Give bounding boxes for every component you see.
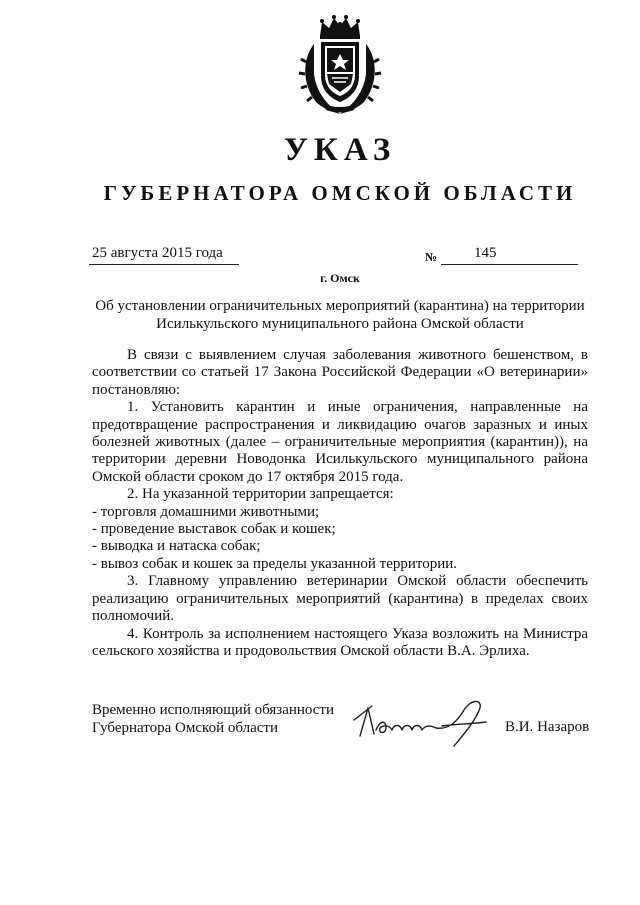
document-title: УКАЗ — [283, 132, 397, 168]
prohibition-list-item: - выводка и натаска собак; — [92, 538, 261, 555]
document-date: 25 августа 2015 года — [92, 245, 223, 261]
prohibition-list-item: - проведение выставок собак и кошек; — [92, 521, 336, 538]
document-date-field — [89, 244, 239, 265]
signatory-name: В.И. Назаров — [505, 719, 590, 735]
handwritten-signature — [346, 690, 496, 750]
document-number-field — [441, 244, 578, 265]
body-paragraph-2: 2. На указанной территории запрещается: — [127, 486, 394, 503]
prohibition-list-item: - вывоз собак и кошек за пределы указанной территории. — [92, 555, 458, 572]
coat-of-arms-icon — [298, 14, 382, 116]
signatory-position — [92, 701, 334, 737]
document-subtitle: ГУБЕРНАТОРА ОМСКОЙ ОБЛАСТИ — [103, 181, 577, 205]
document-body — [92, 347, 588, 660]
body-paragraph-1: 1. Установить карантин и иные ограничения, направленные на предотвращение распространения и ликвидацию очагов заразных и иных болезней животных (далее – ограничительные мероприятия (карантин)), на территории деревни Новодонка Исилькульского муниципального района Омской области сроком до 17 октября 2015 года. — [92, 399, 588, 485]
subject-line-1: Об установлении ограничительных мероприятий (карантина) на территории — [95, 298, 585, 314]
signatory-position-line-1: Временно исполняющий обязанности — [92, 702, 335, 718]
number-sign: № — [425, 250, 438, 264]
prohibition-list-item: - торговля домашними животными; — [92, 503, 320, 520]
signatory-position-line-2: Губернатора Омской области — [92, 720, 278, 736]
body-paragraph-preamble: В связи с выявлением случая заболевания животного бешенством, в соответствии со статьей 17 Закона Российской Федерации «О ветеринарии» постановляю: — [92, 347, 588, 398]
body-paragraph-3: 3. Главному управлению ветеринарии Омской области обеспечить реализацию ограничительных мероприятий (карантина) в пределах своих полномочий. — [92, 573, 588, 625]
subject-line-2: Исилькульского муниципального района Омской области — [156, 316, 524, 332]
document-subject — [92, 297, 588, 333]
document-number: 145 — [474, 245, 497, 261]
body-paragraph-4: 4. Контроль за исполнением настоящего Указа возложить на Министра сельского хозяйства и продовольствия Омской области В.А. Эрлиха. — [92, 625, 588, 659]
document-city: г. Омск — [320, 271, 360, 285]
